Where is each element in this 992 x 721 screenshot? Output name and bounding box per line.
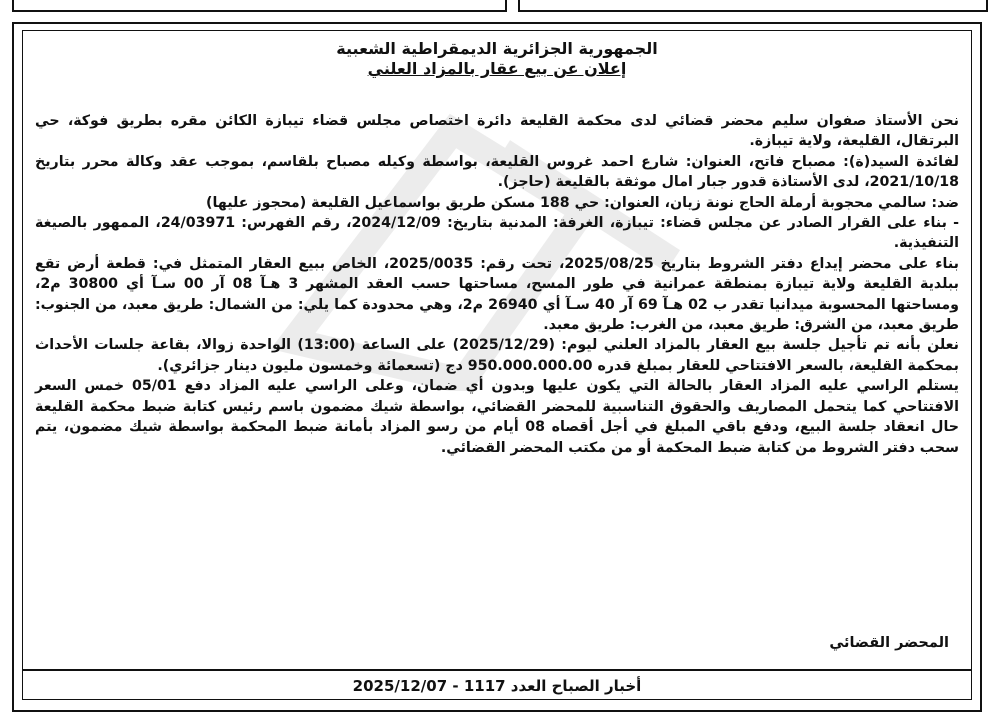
footer-divider bbox=[23, 669, 971, 671]
paragraph-decision: - بناء على القرار الصادر عن مجلس قضاء: تيبازة، الغرفة: المدنية بتاريخ: 2024/12/09، رقم الفهرس: 24/03971، الممهور بالصيغة التنفيذية. bbox=[35, 215, 960, 252]
paragraph-beneficiary: لفائدة السيد(ة): مصباح فاتح، العنوان: شارع احمد غروس القليعة، بواسطة وكيله مصباح بلقاسم، بموجب عقد وكالة محرر بتاريخ 2021/10/18، لدى الأستاذة قدور جبار امال موثقة بالقليعة (حاجز). bbox=[35, 153, 959, 191]
newspaper-footer bbox=[23, 675, 971, 697]
republic-heading: الجمهورية الجزائرية الديمقراطية الشعبية bbox=[336, 39, 658, 58]
announcement-title: إعلان عن بيع عقار بالمزاد العلني bbox=[367, 59, 627, 78]
publication-date: 2025/12/07 bbox=[352, 677, 448, 695]
top-right-cropped-box bbox=[518, 0, 988, 12]
paragraph-bailiff: نحن الأستاذ صفوان سليم محضر قضائي لدى محكمة القليعة دائرة اختصاص مجلس قضاء تيبازة الكائن مقره بطريق فوكة، حي البرتقال، القليعة، ولاية تيبازة. bbox=[35, 113, 959, 150]
top-strip bbox=[0, 0, 992, 18]
top-left-cropped-box bbox=[12, 0, 507, 12]
signature-bailiff: المحضر القضائي bbox=[829, 635, 949, 651]
footer-separator: - bbox=[452, 677, 459, 695]
paragraph-auction-date: نعلن بأنه تم تأجيل جلسة بيع العقار بالمزاد العلني ليوم: (2025/12/29) على الساعة (13:00) الواحدة زوالا، بقاعة جلسات الأحداث بمحكمة القليعة، بالسعر الافتتاحي للعقار بمبلغ قدره 950.000.000.00 دج (تسعمائة وخمسون مليون دينار جزائري). bbox=[35, 337, 959, 374]
paragraph-against: ضد: سالمي محجوبة أرملة الحاج نونة زيان، العنوان: حي 188 مسكن طريق بواسماعيل القليعة (محجوز عليها) bbox=[206, 194, 959, 211]
newspaper-issue: أخبار الصباح العدد 1117 bbox=[463, 677, 642, 695]
paragraph-conditions: يستلم الراسي عليه المزاد العقار بالحالة التي يكون عليها وبدون أي ضمان، وعلى الراسي عليه المزاد دفع 05/01 خمس السعر الافتتاحي كما يتحمل المصاريف والحقوق التناسبية للمحضر القضائي، بواسطة شيك مضمون باسم رئيس كتابة ضبط محكمة القليعة حال انعقاد جلسة البيع، ودفع باقي المبلغ في أجل أقصاه 08 أيام من رسو المزاد بأمانة ضبط المحكمة بواسطة شيك مضمون، يتم سحب دفتر الشروط من كتابة ضبط المحكمة أو من مكتب المحضر القضائي. bbox=[35, 378, 960, 456]
paragraph-property: بناء على محضر إيداع دفتر الشروط بتاريخ 2025/08/25، تحت رقم: 2025/0035، الخاص ببيع العقار المتمثل في: قطعة أرض تقع ببلدية القليعة ولاية تيبازة بمنطقة عمرانية في طور المسح، مساحتها حسب العقد المشهر 3 هـآ 08 آر 00 سـآ أي 30800 م2، ومساحتها المحسوبة ميدانيا تقدر ب 02 هـآ 69 آر 40 سـآ أي 26940 م2، وهي محدودة كما يلي: من الشمال: طريق معبد، من الجنوب: طريق معبد، من الشرق: طريق معبد، من الغرب: طريق معبد. bbox=[35, 255, 960, 334]
announcement-body bbox=[35, 111, 959, 458]
announcement-header bbox=[23, 39, 971, 79]
announcement-frame bbox=[12, 22, 982, 712]
announcement-inner-border bbox=[22, 30, 972, 700]
